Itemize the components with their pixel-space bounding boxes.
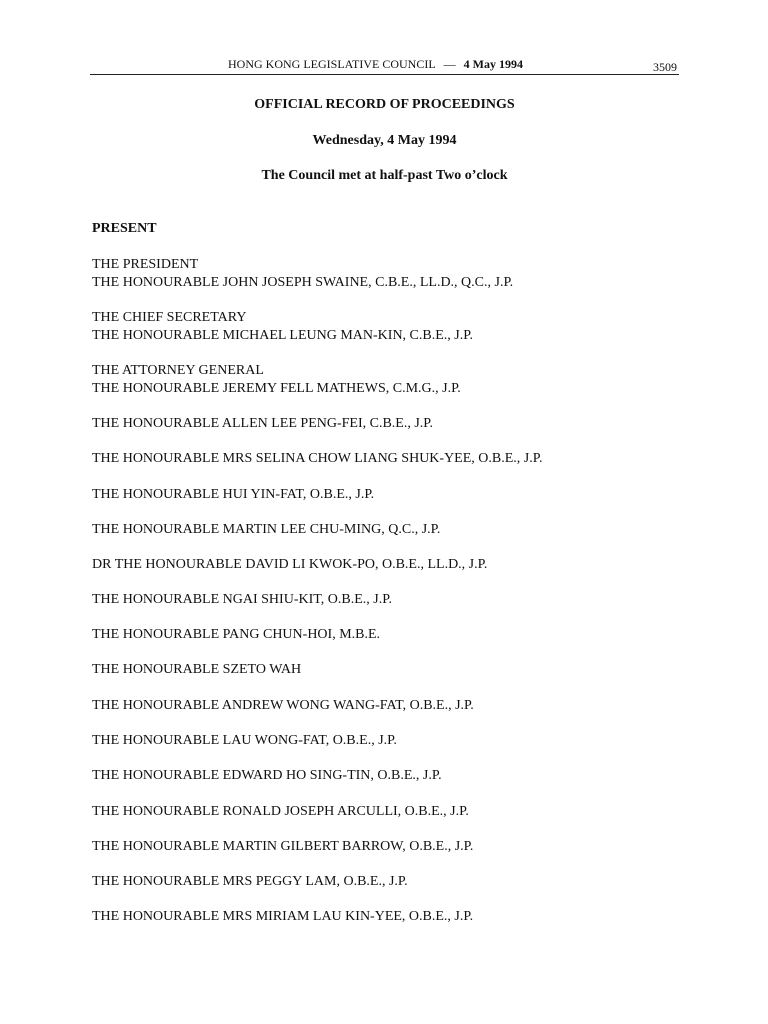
session-date: Wednesday, 4 May 1994 [312,133,457,148]
attendee-name: THE HONOURABLE MRS SELINA CHOW LIANG SHUK-YEE, O.B.E., J.P. [92,451,543,466]
attendee-name: THE HONOURABLE MARTIN GILBERT BARROW, O.B.E., J.P. [92,839,474,854]
attendee-name: THE HONOURABLE MRS PEGGY LAM, O.B.E., J.P. [92,874,408,889]
attendee-name: THE HONOURABLE ALLEN LEE PENG-FEI, C.B.E., J.P. [92,416,434,431]
attendee-name: THE HONOURABLE SZETO WAH [92,662,302,677]
header-date: 4 May 1994 [463,57,523,71]
attendee-title: THE ATTORNEY GENERAL [92,363,264,378]
attendee-name: THE HONOURABLE EDWARD HO SING-TIN, O.B.E., J.P. [92,768,442,783]
attendee-name: THE HONOURABLE MRS MIRIAM LAU KIN-YEE, O.B.E., J.P. [92,909,474,924]
attendee-name: THE HONOURABLE ANDREW WONG WANG-FAT, O.B.E., J.P. [92,698,474,713]
attendee-name: THE HONOURABLE PANG CHUN-HOI, M.B.E. [92,627,381,642]
present-heading: PRESENT [92,221,157,236]
attendee-name: THE HONOURABLE HUI YIN-FAT, O.B.E., J.P. [92,487,375,502]
page-number: 3509 [653,60,677,74]
attendee-name: THE HONOURABLE JOHN JOSEPH SWAINE, C.B.E., LL.D., Q.C., J.P. [92,275,514,290]
header-council: HONG KONG LEGISLATIVE COUNCIL [228,57,436,71]
attendee-name: DR THE HONOURABLE DAVID LI KWOK-PO, O.B.E., LL.D., J.P. [92,557,488,572]
document-title: OFFICIAL RECORD OF PROCEEDINGS [254,97,515,112]
meeting-time: The Council met at half-past Two o’clock [261,168,508,183]
attendee-name: THE HONOURABLE RONALD JOSEPH ARCULLI, O.B.E., J.P. [92,804,469,819]
page-header [90,55,679,75]
attendee-name: THE HONOURABLE JEREMY FELL MATHEWS, C.M.G., J.P. [92,381,461,396]
attendee-name: THE HONOURABLE MICHAEL LEUNG MAN-KIN, C.B.E., J.P. [92,328,473,343]
attendee-name: THE HONOURABLE NGAI SHIU-KIT, O.B.E., J.P. [92,592,392,607]
header-separator: — [443,57,456,71]
attendee-name: THE HONOURABLE LAU WONG-FAT, O.B.E., J.P. [92,733,397,748]
attendee-title: THE PRESIDENT [92,257,199,272]
attendee-name: THE HONOURABLE MARTIN LEE CHU-MING, Q.C., J.P. [92,522,441,537]
header-title [228,57,523,72]
attendee-title: THE CHIEF SECRETARY [92,310,247,325]
